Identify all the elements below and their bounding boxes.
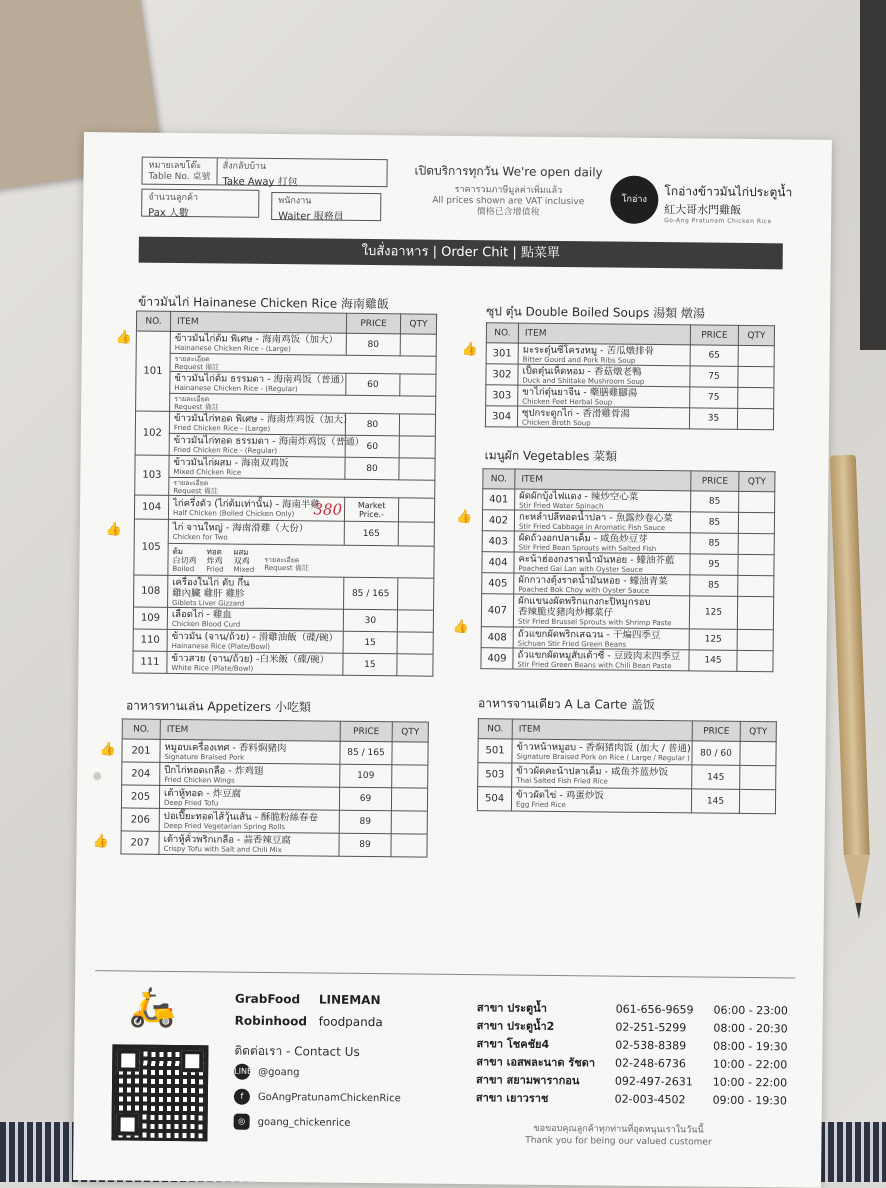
table-row[interactable]: 401 ผัดผักบุ้งไฟแดง - 辣炒空心菜 Stir Fried Water Spinach 85 [483, 489, 775, 513]
qty-cell[interactable] [738, 575, 774, 596]
waiter-box[interactable] [271, 192, 381, 221]
delivery-scooter-icon: 🛵 [128, 984, 177, 1030]
qty-cell[interactable] [398, 498, 434, 522]
handwritten-price: 380 [313, 500, 343, 519]
soups-section-title: ซุป ตุ๋น Double Boiled Soups 湯類 燉湯 [486, 304, 706, 321]
request-row[interactable]: รายละเอียด Request 備註 [136, 353, 436, 374]
soups-table: NO. ITEM PRICE QTY 301 มะระตุ๋นซี่โครงหมู - 苦瓜燉排骨 Bitter Gourd and Pork Ribs Soup 65 302 เป็ดตุ๋นเห็ดหอม - 香菇燉老鴨 Duck and Shiitake Mushroom Soup 75 303 ขาไก่ตุ๋นยาจีน - 藥膳雞腳湯 Chicken Feet Herbal Soup 75 304 ซุปกระดูกไก่ - 香滑雞骨湯 Chicken Broth Soup 35 [485, 322, 775, 430]
qty-cell[interactable] [737, 408, 773, 429]
takeaway-text: Take Away 打包 [222, 176, 298, 189]
alacarte-table: NO. ITEM PRICE QTY 501 ข้าวหน้าหมูอบ - 香焖猪肉饭 (加大 / 普通) Signature Braised Pork on Rice ( Large / Regular ) 80 / 60 503 ข้าวผัดคะน้าปลาเค็ม - 咸鱼芥蓝炒饭 Thai Salted Fish Fried Rice 145 504 ข้าวผัดไข่ - 鸡蛋炒饭 Egg Fried Rice 145 [477, 718, 777, 814]
qty-cell[interactable] [737, 596, 773, 629]
takeaway-label: สั่งกลับบ้าน [222, 161, 267, 172]
table-row[interactable]: 109 เลือดไก่ - 雞血 Chicken Blood Curd 30 [133, 607, 433, 632]
table-row[interactable]: 504 ข้าวผัดไข่ - 鸡蛋炒饭 Egg Fried Rice 145 [477, 787, 775, 814]
waiter-text: Waiter 服務員 [278, 211, 344, 223]
table-row[interactable]: 205 เต้าหู้ทอด - 炸豆腐 Deep Fried Tofu 69 [121, 785, 427, 811]
qty-cell[interactable] [737, 629, 773, 650]
qty-cell[interactable] [737, 650, 773, 671]
table-row[interactable]: 104 ไก่ครึ่งตัว (ไก่ต้มเท่านั้น) - 海南半雞 Half Chicken (Boiled Chicken Only) 380 Market Price.- [134, 495, 434, 522]
branch-row: สาขา สยามพารากอน 092-497-2631 10:00 - 22:00 [476, 1073, 788, 1089]
qty-cell[interactable] [399, 458, 435, 480]
table-no-label: หมายเลขโต๊ะ Table No. 桌號 [148, 160, 211, 183]
line-icon: LINE [234, 1064, 250, 1080]
open-daily-block [383, 161, 634, 220]
facebook-contact[interactable]: f GoAngPratunamChickenRice [234, 1089, 401, 1107]
appetizers-section-title: อาหารทานเล่น Appetizers 小吃類 [125, 698, 311, 715]
brand-en: Go-Ang Pratunam Chicken Rice [664, 217, 772, 226]
recommended-thumb-icon: 👍 [105, 522, 123, 538]
thanks-note [493, 1122, 743, 1149]
qty-cell[interactable] [397, 610, 433, 632]
qty-cell[interactable] [391, 788, 427, 811]
table-row[interactable]: 404 คะน้าฮ่องกงราดน้ำมันหอย - 蠔油芥藍 Poached Gai Lan with Oyster Sauce 95 [482, 552, 774, 576]
contact-title: ติดต่อเรา - Contact Us [234, 1043, 360, 1059]
thanks-en: Thank you for being our valued customer [525, 1135, 712, 1148]
chicken-table [132, 311, 437, 677]
recommended-thumb-icon: 👍 [455, 509, 473, 526]
order-chit-paper [73, 132, 832, 1188]
col-qty: QTY [400, 314, 436, 334]
alacarte-section-title: อาหารจานเดียว A La Carte 盖饭 [477, 696, 656, 713]
thanks-th: ขอขอบคุณลูกค้าทุกท่านที่อุดหนุนเราในวันนี้ [533, 1123, 704, 1136]
brand-name [664, 182, 824, 226]
qty-cell[interactable] [392, 742, 428, 765]
brand-th: โกอ่างข้าวมันไก่ประตูน้ำ [664, 184, 793, 200]
order-chit-title: ใบสั่งอาหาร | Order Chit | 點菜單 [139, 237, 783, 270]
vat-en: All prices shown are VAT inclusive [432, 195, 585, 208]
qty-cell[interactable] [398, 578, 434, 610]
qty-cell[interactable] [400, 374, 436, 396]
table-row[interactable]: 102 ข้าวมันไก่ทอด พิเศษ - 海南炸鸡饭（加大） Fried Chicken Rice - (Large) 80 [135, 411, 435, 436]
request-row[interactable]: รายละเอียด Request 備註 [136, 393, 436, 414]
table-row[interactable]: ข้าวมันไก่ต้ม ธรรมดา - 海南鸡饭（普通） Hainanese Chicken Rice - (Regular) 60 [136, 371, 436, 396]
vat-th: ราคารวมภาษีมูลค่าเพิ่มแล้ว [454, 184, 563, 197]
recommended-thumb-icon: 👍 [99, 742, 116, 758]
branch-row: สาขา ประตูน้ำ2 02-251-5299 08:00 - 20:30 [476, 1019, 788, 1035]
lineman-logo: LINEMAN [318, 992, 381, 1008]
robinhood-logo: Robinhood [234, 1013, 308, 1029]
vegetables-table: NO. ITEM PRICE QTY 401 ผัดผักบุ้งไฟแดง - 辣炒空心菜 Stir Fried Water Spinach 85 402 กะหล่ำปลีทอดน้ำปลา - 魚露炒卷心菜 Stir Fried Cabbage in Aromatic Fish Sauce 85 403 ผัดถั่วงอกปลาเค็ม - 咸鱼炒豆芽 Stir Fried Bean Sprouts with Salted Fish 85 404 คะน้าฮ่องกงราดน้ำมันหอย - 蠔油芥藍 Poached Gai Lan with Oyster Sauce 95 405 ผักกวางตุ้งราดน้ำมันหอย - 蠔油青菜 Poached Bok Choy with Oyster Sauce 85 407 ผักแขนงผัดพริกแกงกะปิหมูกรอบ 香辣脆皮豬肉炒椰菜仔 Stir Fried Brussel Sprouts with Shrimp Paste 125 408 ถั่วแขกผัดพริกเสฉวน - 干煸四季豆 Sichuan Stir Fried Green Beans 125 409 ถั่วแขกผัดหมูสับเต้าซี่ - 豆豉肉末四季豆 Stir Fried Green Beans with Chili Bean Paste 145 [480, 468, 775, 672]
table-row[interactable]: 402 กะหล่ำปลีทอดน้ำปลา - 魚露炒卷心菜 Stir Fried Cabbage in Aromatic Fish Sauce 85 [482, 510, 774, 534]
branch-row: สาขา เยาวราช 02-003-4502 09:00 - 19:30 [475, 1091, 788, 1107]
qty-cell[interactable] [738, 533, 774, 554]
table-row[interactable]: 302 เป็ดตุ๋นเห็ดหอม - 香菇燉老鴨 Duck and Shiitake Mushroom Soup 75 [486, 364, 774, 388]
table-row[interactable]: 405 ผักกวางตุ้งราดน้ำมันหอย - 蠔油青菜 Poached Bok Choy with Oyster Sauce 85 [482, 573, 774, 597]
qty-cell[interactable] [399, 414, 435, 436]
recommended-thumb-icon: 👍 [452, 619, 470, 636]
qty-cell[interactable] [392, 765, 428, 788]
qty-cell[interactable] [738, 345, 774, 366]
qty-cell[interactable] [740, 765, 776, 789]
qty-cell[interactable] [739, 789, 775, 813]
qty-cell[interactable] [739, 491, 775, 512]
qty-cell[interactable] [397, 632, 433, 654]
qty-cell[interactable] [738, 554, 774, 575]
facebook-icon: f [234, 1089, 250, 1105]
table-row[interactable]: 108 เครื่องในไก่ ตับ กึ๋น 雞內臟 雞肝 雞胗 Giblets Liver Gizzard 85 / 165 [134, 575, 434, 610]
qty-cell[interactable] [391, 834, 427, 857]
col-no: NO. [136, 311, 170, 331]
qty-cell[interactable] [738, 387, 774, 408]
option-row[interactable]: ต้ม 白切鸡 Boiled ทอด 炸鸡 Fried ผสม 双鸡 Mixed รายละเอียด Request 備註 [134, 543, 434, 578]
footer-divider [95, 970, 795, 978]
table-row[interactable]: 304 ซุปกระดูกไก่ - 香滑雞骨湯 Chicken Broth Soup 35 [485, 406, 773, 430]
qty-cell[interactable] [738, 366, 774, 387]
punch-hole [93, 772, 101, 780]
recommended-thumb-icon: 👍 [461, 341, 479, 358]
table-row[interactable]: 111 ข้าวสวย (จาน/ถ้วย) -白米飯（碟/碗） White Rice (Plate/Bowl) 15 [133, 651, 433, 676]
qty-cell[interactable] [391, 811, 427, 834]
table-row[interactable]: 409 ถั่วแขกผัดหมูสับเต้าซี่ - 豆豉肉末四季豆 Stir Fried Green Beans with Chili Bean Paste 145 [481, 648, 773, 672]
table-row[interactable]: 105 ไก่ จานใหญ่ - 海南滑雞（大份） Chicken for Two 165 [134, 519, 434, 546]
table-takeaway-box[interactable] [141, 157, 387, 188]
qty-cell[interactable] [738, 512, 774, 533]
brand-logo-icon: โกอ่าง [610, 176, 659, 225]
foodpanda-logo: foodpanda [318, 1014, 383, 1030]
branch-row: สาขา โชคชัย4 02-538-8389 08:00 - 19:30 [476, 1037, 788, 1053]
branch-row: สาขา ประตูน้ำ 061-656-9659 06:00 - 23:00 [476, 1001, 788, 1017]
table-row[interactable]: 503 ข้าวผัดคะน้าปลาเค็ม - 咸鱼芥蓝炒饭 Thai Salted Fish Fried Rice 145 [478, 763, 776, 790]
recommended-thumb-icon: 👍 [92, 834, 109, 850]
table-row[interactable]: ข้าวมันไก่ทอด ธรรมดา - 海南炸鸡饭（普通） Fried Chicken Rice - (Regular) 60 [135, 433, 435, 458]
instagram-icon: ◎ [234, 1114, 250, 1130]
grabfood-logo: GrabFood [234, 991, 301, 1007]
table-row[interactable]: 303 ขาไก่ตุ๋นยาจีน - 藥膳雞腳湯 Chicken Feet Herbal Soup 75 [486, 385, 774, 409]
chicken-section-title: ข้าวมันไก่ Hainanese Chicken Rice 海南雞飯 [138, 294, 390, 312]
qty-cell[interactable] [398, 522, 434, 546]
appetizers-table: NO. ITEM PRICE QTY 201 หมูอบเครื่องเทศ - 香料焖豬肉 Signature Braised Pork 85 / 165 204 ปีกไก่ทอดเกลือ - 炸鸡翅 Fried Chicken Wings 109 205 เต้าหู้ทอด - 炸豆腐 Deep Fried Tofu 69 206 ปอเปี๊ยะทอดไส้วุ้นเส้น - 酥脆粉絲春卷 Deep Fried Vegetarian Spring Rolls 89 207 เต้าหู้คั่วพริกเกลือ - 蒜香辣豆腐 Crispy Tofu with Salt and Chili Mix 89 [120, 718, 428, 857]
qty-cell[interactable] [397, 654, 433, 676]
vegetables-section-title: เมนูผัก Vegetables 菜類 [484, 448, 618, 464]
table-row[interactable]: 103 ข้าวมันไก่ผสม - 海南双鸡饭 Mixed Chicken Rice 80 [135, 455, 435, 480]
waiter-label: พนักงาน [278, 196, 312, 207]
col-price: PRICE [346, 313, 400, 334]
branches-table [476, 998, 808, 1109]
open-daily-text: เปิดบริการทุกวัน We're open daily [414, 163, 603, 180]
qty-cell[interactable] [400, 334, 436, 356]
col-item: ITEM [170, 311, 346, 333]
table-row[interactable]: 110 ข้าวมัน (จาน/ถ้วย) - 滑雞油飯（碟/碗） Hainanese Rice (Plate/Bowl) 15 [133, 629, 433, 654]
table-row[interactable]: 207 เต้าหู้คั่วพริกเกลือ - 蒜香辣豆腐 Crispy Tofu with Salt and Chili Mix 89 [121, 831, 427, 857]
table-row[interactable]: 101 ข้าวมันไก่ต้ม พิเศษ - 海南鸡饭（加大） Hainanese Chicken Rice - (Large) 80 [136, 331, 436, 356]
pax-box[interactable] [141, 189, 259, 218]
line-contact[interactable]: LINE @goang [234, 1064, 299, 1081]
table-row[interactable]: 501 ข้าวหน้าหมูอบ - 香焖猪肉饭 (加大 / 普通) Signature Braised Pork on Rice ( Large / Regular ) 80 / 60 [478, 739, 776, 766]
instagram-contact[interactable]: ◎ goang_chickenrice [234, 1114, 351, 1131]
table-row[interactable]: 204 ปีกไก่ทอดเกลือ - 炸鸡翅 Fried Chicken Wings 109 [122, 762, 428, 788]
table-row[interactable]: 407 ผักแขนงผัดพริกแกงกะปิหมูกรอบ 香辣脆皮豬肉炒椰菜仔 Stir Fried Brussel Sprouts with Shrimp Paste 125 [481, 594, 773, 630]
pax-label: จำนวนลูกค้า [148, 192, 199, 204]
table-row[interactable]: 408 ถั่วแขกผัดพริกเสฉวน - 干煸四季豆 Sichuan Stir Fried Green Beans 125 [481, 627, 773, 651]
table-row[interactable]: 201 หมูอบเครื่องเทศ - 香料焖豬肉 Signature Braised Pork 85 / 165 [122, 739, 428, 765]
qty-cell[interactable] [740, 741, 776, 765]
table-row[interactable]: 206 ปอเปี๊ยะทอดไส้วุ้นเส้น - 酥脆粉絲春卷 Deep Fried Vegetarian Spring Rolls 89 [121, 808, 427, 834]
qr-code-icon[interactable] [111, 1044, 208, 1141]
dark-object-edge [860, 0, 886, 350]
table-row[interactable]: 403 ผัดถั่วงอกปลาเค็ม - 咸鱼炒豆芽 Stir Fried Bean Sprouts with Salted Fish 85 [482, 531, 774, 555]
brand-cn: 紅大哥水門雞飯 [664, 203, 742, 217]
qty-cell[interactable] [399, 436, 435, 458]
table-row[interactable]: 301 มะระตุ๋นซี่โครงหมู - 苦瓜燉排骨 Bitter Gourd and Pork Ribs Soup 65 [486, 343, 774, 367]
vat-cn: 價格已含增值稅 [476, 207, 540, 218]
branch-row: สาขา เอสพละนาด รัชดา 02-248-6736 10:00 - 22:00 [476, 1055, 788, 1071]
recommended-thumb-icon: 👍 [115, 330, 133, 346]
request-row[interactable]: รายละเอียด Request 備註 [135, 477, 435, 498]
pax-text: Pax 人數 [148, 207, 190, 220]
